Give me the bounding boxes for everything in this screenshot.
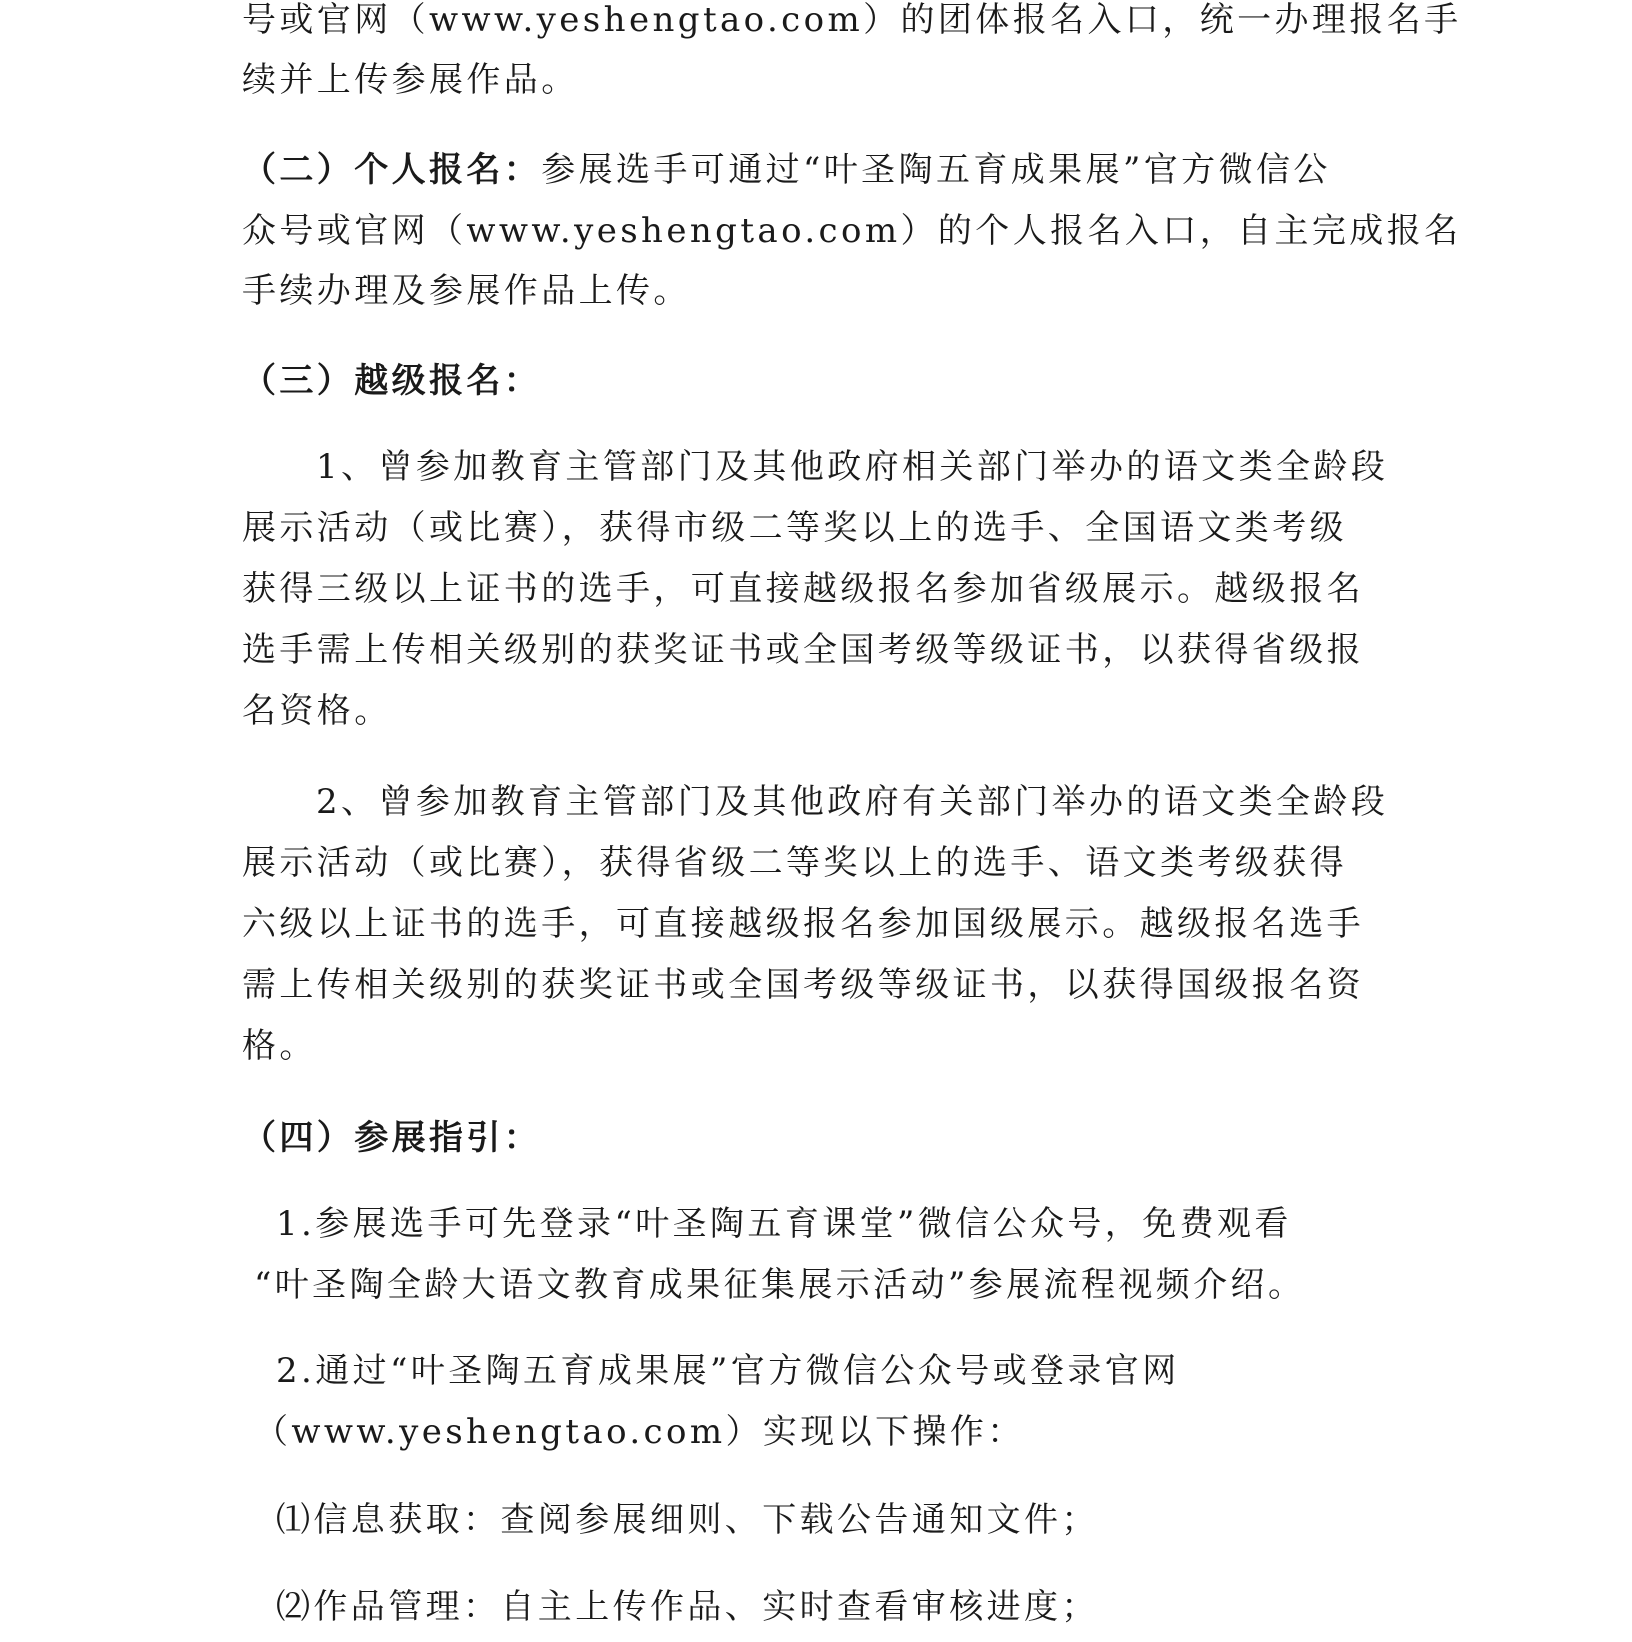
section4-item1-line-1: 1.参展选手可先登录“叶圣陶五育课堂”微信公众号，免费观看 [276,1204,1292,1244]
section2-line-3: 手续办理及参展作品上传。 [242,271,691,311]
section3-item2-line-2: 展示活动（或比赛），获得省级二等奖以上的选手、语文类考级获得 [242,843,1347,883]
section3-item2-line-1: 2、曾参加教育主管部门及其他政府有关部门举办的语文类全龄段 [316,782,1389,822]
section4-sub-item-2: ⑵作品管理：自主上传作品、实时查看审核进度； [276,1587,1099,1627]
section4-item1-line-2: “叶圣陶全龄大语文教育成果征集展示活动”参展流程视频介绍。 [254,1265,1306,1305]
section3-item1-line-3: 获得三级以上证书的选手，可直接越级报名参加省级展示。越级报名 [242,569,1364,609]
section3-item2-line-3: 六级以上证书的选手，可直接越级报名参加国级展示。越级报名选手 [242,904,1364,944]
section2-line-1 [242,150,1331,190]
section3-heading: （三）越级报名： [242,361,542,401]
section3-item1-line-5: 名资格。 [242,691,392,731]
section4-item2-line-1: 2.通过“叶圣陶五育成果展”官方微信公众号或登录官网 [276,1351,1180,1391]
section4-item2-line-2: （www.yeshengtao.com）实现以下操作： [254,1412,1025,1452]
section3-item1-line-2: 展示活动（或比赛），获得市级二等奖以上的选手、全国语文类考级 [242,508,1347,548]
section3-item1-line-4: 选手需上传相关级别的获奖证书或全国考级等级证书，以获得省级报 [242,630,1364,670]
intro-line-2: 续并上传参展作品。 [242,60,579,100]
section3-item2-line-5: 格。 [242,1026,317,1066]
section2-line-1-text: 参展选手可通过“叶圣陶五育成果展”官方微信公 [541,150,1331,190]
section4-heading: （四）参展指引： [242,1118,542,1158]
section3-item1-line-1: 1、曾参加教育主管部门及其他政府相关部门举办的语文类全龄段 [316,447,1389,487]
section4-sub-item-1: ⑴信息获取：查阅参展细则、下载公告通知文件； [276,1500,1099,1540]
section2-line-2: 众号或官网（www.yeshengtao.com）的个人报名入口，自主完成报名 [242,211,1462,251]
section3-item2-line-4: 需上传相关级别的获奖证书或全国考级等级证书，以获得国级报名资 [242,965,1364,1005]
intro-line-1: 号或官网（www.yeshengtao.com）的团体报名入口，统一办理报名手 [242,0,1462,40]
section2-heading: （二）个人报名： [242,150,542,190]
